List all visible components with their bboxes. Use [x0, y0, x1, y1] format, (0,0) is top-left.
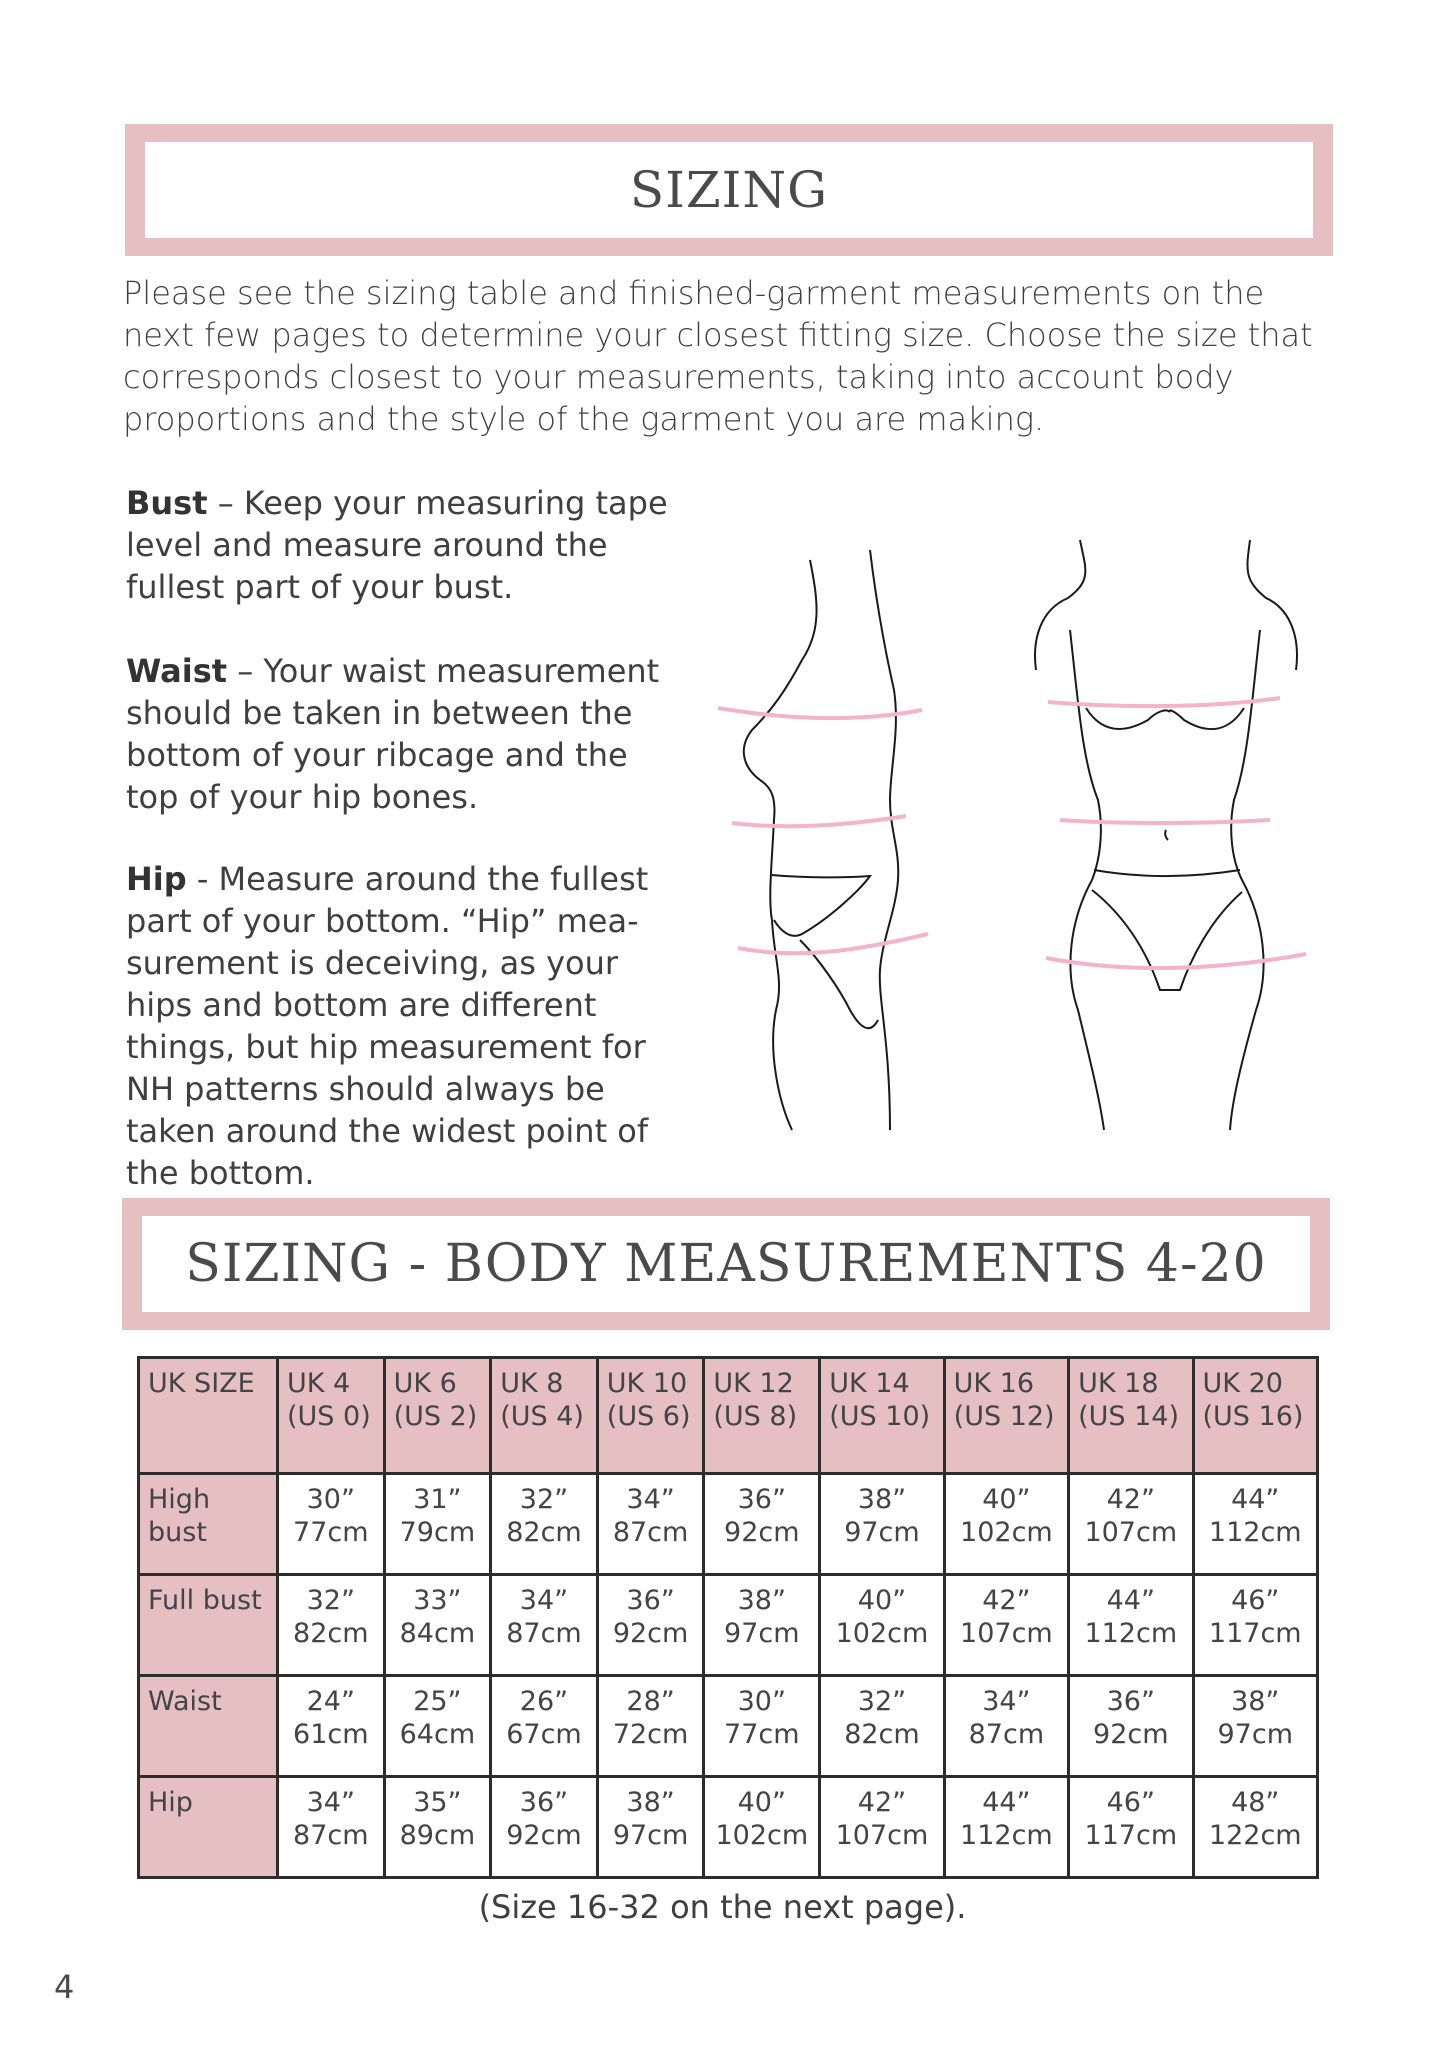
- inch-value: 46”: [1106, 1787, 1155, 1818]
- measurement-cell: [491, 1474, 598, 1575]
- inch-value: 44”: [982, 1787, 1031, 1818]
- cm-value: 77cm: [293, 1517, 369, 1548]
- inch-value: 32”: [519, 1484, 569, 1515]
- us-size-label: (US 12): [953, 1401, 1055, 1432]
- inch-value: 38”: [737, 1585, 786, 1616]
- inch-value: 42”: [857, 1787, 907, 1818]
- inch-value: 42”: [982, 1585, 1031, 1616]
- cm-value: 97cm: [724, 1618, 800, 1649]
- cm-value: 112cm: [1208, 1517, 1302, 1548]
- cm-value: 87cm: [968, 1719, 1045, 1750]
- table-row: [139, 1676, 1318, 1777]
- cm-value: 117cm: [1084, 1820, 1178, 1851]
- waist-label: Waist: [126, 652, 228, 690]
- hip-description: [126, 858, 686, 1194]
- cm-value: 92cm: [612, 1618, 689, 1649]
- measurement-cell: [278, 1474, 385, 1575]
- inch-value: 34”: [982, 1686, 1031, 1717]
- size-column-header: [597, 1358, 704, 1474]
- measurement-cell: [704, 1777, 820, 1878]
- inch-value: 32”: [306, 1585, 355, 1616]
- inch-value: 36”: [1106, 1686, 1155, 1717]
- inch-value: 33”: [413, 1585, 462, 1616]
- row-label: Waist: [139, 1676, 278, 1777]
- cm-value: 84cm: [399, 1618, 476, 1649]
- cm-value: 102cm: [835, 1618, 929, 1649]
- hip-label: Hip: [126, 860, 187, 898]
- cm-value: 82cm: [844, 1719, 920, 1750]
- bust-text: – Keep your measuring tape level and measure around the fullest part of your bust.: [126, 484, 668, 606]
- measurement-cell: [944, 1676, 1068, 1777]
- measurement-cell: [1069, 1474, 1193, 1575]
- uk-size-label: UK 14: [829, 1368, 910, 1399]
- measurement-cell: [597, 1474, 704, 1575]
- waist-text: – Your waist measurement should be taken in between the bottom of your ribcage and the top of your hip bones.: [126, 652, 660, 816]
- measurement-cell: [597, 1676, 704, 1777]
- measurement-cell: [384, 1474, 491, 1575]
- table-banner-inner: [142, 1216, 1310, 1312]
- inch-value: 32”: [857, 1686, 907, 1717]
- table-row: [139, 1777, 1318, 1878]
- row-label: Full bust: [139, 1575, 278, 1676]
- inch-value: 40”: [857, 1585, 907, 1616]
- size-column-header: [384, 1358, 491, 1474]
- measurement-cell: [820, 1777, 944, 1878]
- cm-value: 107cm: [1084, 1517, 1178, 1548]
- size-column-header: [1069, 1358, 1193, 1474]
- cm-value: 89cm: [399, 1820, 476, 1851]
- cm-value: 82cm: [293, 1618, 369, 1649]
- sizing-title: SIZING: [629, 161, 829, 219]
- page-number: 4: [54, 1968, 75, 2006]
- inch-value: 30”: [737, 1686, 786, 1717]
- intro-paragraph: Please see the sizing table and finished-garment measurements on the next few pages to determine your closest fitting size. Choose the size that corresponds closest to your measurements, taking into account body proportions and the style of the garment you are making.: [123, 274, 1313, 438]
- row-label: High bust: [139, 1474, 278, 1575]
- bust-description: [126, 482, 686, 608]
- table-banner: [122, 1198, 1330, 1330]
- measurement-cell: [491, 1676, 598, 1777]
- inch-value: 38”: [626, 1787, 675, 1818]
- uk-size-label: UK 18: [1078, 1368, 1159, 1399]
- inch-value: 35”: [413, 1787, 462, 1818]
- inch-value: 25”: [413, 1686, 462, 1717]
- us-size-label: (US 6): [606, 1401, 691, 1432]
- us-size-label: (US 8): [713, 1401, 798, 1432]
- inch-value: 44”: [1106, 1585, 1155, 1616]
- corner-cell: UK SIZE: [139, 1358, 278, 1474]
- body-measurement-illustration-icon: [710, 540, 1330, 1140]
- measurement-cell: [1193, 1777, 1317, 1878]
- inch-value: 38”: [857, 1484, 907, 1515]
- cm-value: 92cm: [724, 1517, 800, 1548]
- cm-value: 87cm: [506, 1618, 582, 1649]
- table-header-row: [139, 1358, 1318, 1474]
- measurement-cell: [491, 1777, 598, 1878]
- inch-value: 36”: [626, 1585, 675, 1616]
- cm-value: 67cm: [506, 1719, 582, 1750]
- cm-value: 112cm: [1084, 1618, 1178, 1649]
- uk-size-label: UK 20: [1202, 1368, 1283, 1399]
- measurement-cell: [278, 1777, 385, 1878]
- cm-value: 107cm: [835, 1820, 929, 1851]
- inch-value: 44”: [1231, 1484, 1280, 1515]
- size-column-header: [1193, 1358, 1317, 1474]
- cm-value: 72cm: [612, 1719, 689, 1750]
- measurement-cell: [491, 1575, 598, 1676]
- next-page-note: (Size 16-32 on the next page).: [478, 1888, 967, 1926]
- cm-value: 97cm: [844, 1517, 920, 1548]
- sizing-banner: [125, 124, 1333, 256]
- uk-size-label: UK 16: [953, 1368, 1035, 1399]
- bust-label: Bust: [126, 484, 208, 522]
- measurement-cell: [820, 1474, 944, 1575]
- measurement-cell: [704, 1474, 820, 1575]
- inch-value: 26”: [519, 1686, 569, 1717]
- inch-value: 46”: [1231, 1585, 1280, 1616]
- measurement-cell: [597, 1777, 704, 1878]
- size-column-header: [944, 1358, 1068, 1474]
- size-column-header: [278, 1358, 385, 1474]
- measurement-cell: [944, 1575, 1068, 1676]
- cm-value: 92cm: [1093, 1719, 1169, 1750]
- inch-value: 38”: [1231, 1686, 1280, 1717]
- cm-value: 92cm: [506, 1820, 582, 1851]
- measurement-cell: [1193, 1575, 1317, 1676]
- uk-size-label: UK 4: [287, 1368, 351, 1399]
- measurement-cell: [1193, 1474, 1317, 1575]
- side-figure: [718, 550, 928, 1130]
- inch-value: 42”: [1106, 1484, 1155, 1515]
- inch-value: 40”: [982, 1484, 1031, 1515]
- row-label: Hip: [139, 1777, 278, 1878]
- size-column-header: [704, 1358, 820, 1474]
- us-size-label: (US 2): [393, 1401, 478, 1432]
- table-title: SIZING - BODY MEASUREMENTS 4-20: [185, 1234, 1267, 1294]
- measurement-cell: [384, 1676, 491, 1777]
- inch-value: 28”: [626, 1686, 675, 1717]
- cm-value: 64cm: [399, 1719, 476, 1750]
- us-size-label: (US 16): [1202, 1401, 1304, 1432]
- measurement-cell: [597, 1575, 704, 1676]
- front-figure: [1035, 540, 1306, 1130]
- measurement-cell: [820, 1575, 944, 1676]
- measurement-cell: [1069, 1777, 1193, 1878]
- measurement-cell: [1193, 1676, 1317, 1777]
- cm-value: 122cm: [1208, 1820, 1302, 1851]
- measurement-cell: [704, 1676, 820, 1777]
- measurement-cell: [384, 1777, 491, 1878]
- uk-size-label: UK 12: [713, 1368, 794, 1399]
- cm-value: 87cm: [293, 1820, 369, 1851]
- inch-value: 40”: [737, 1787, 786, 1818]
- cm-value: 82cm: [506, 1517, 582, 1548]
- measurement-cell: [944, 1777, 1068, 1878]
- cm-value: 77cm: [724, 1719, 800, 1750]
- cm-value: 87cm: [612, 1517, 689, 1548]
- uk-size-label: UK 10: [606, 1368, 688, 1399]
- inch-value: 36”: [737, 1484, 786, 1515]
- measurement-cell: [820, 1676, 944, 1777]
- inch-value: 31”: [413, 1484, 462, 1515]
- sizing-banner-inner: [145, 142, 1313, 238]
- size-column-header: [820, 1358, 944, 1474]
- inch-value: 34”: [306, 1787, 355, 1818]
- size-column-header: [491, 1358, 598, 1474]
- size-table: [137, 1356, 1319, 1879]
- us-size-label: (US 4): [500, 1401, 584, 1432]
- cm-value: 102cm: [960, 1517, 1053, 1548]
- inch-value: 48”: [1231, 1787, 1280, 1818]
- cm-value: 61cm: [293, 1719, 369, 1750]
- inch-value: 34”: [519, 1585, 569, 1616]
- cm-value: 112cm: [960, 1820, 1053, 1851]
- measurement-cell: [384, 1575, 491, 1676]
- cm-value: 102cm: [715, 1820, 809, 1851]
- hip-text: - Measure around the fullest part of your bottom. “Hip” measurement is deceiving, as your hips and bottom are different things, but hip measurement for NH patterns should always be taken around the widest point of the bottom.: [126, 860, 649, 1192]
- inch-value: 36”: [519, 1787, 569, 1818]
- waist-description: [126, 650, 686, 818]
- inch-value: 24”: [306, 1686, 355, 1717]
- cm-value: 79cm: [399, 1517, 476, 1548]
- inch-value: 34”: [626, 1484, 675, 1515]
- measurement-cell: [1069, 1575, 1193, 1676]
- measurement-cell: [278, 1575, 385, 1676]
- cm-value: 107cm: [960, 1618, 1053, 1649]
- uk-size-label: UK 8: [500, 1368, 564, 1399]
- measurement-cell: [1069, 1676, 1193, 1777]
- uk-size-label: UK 6: [393, 1368, 457, 1399]
- measurement-cell: [944, 1474, 1068, 1575]
- table-row: [139, 1474, 1318, 1575]
- cm-value: 117cm: [1208, 1618, 1302, 1649]
- measurement-cell: [278, 1676, 385, 1777]
- us-size-label: (US 14): [1078, 1401, 1180, 1432]
- cm-value: 97cm: [1217, 1719, 1294, 1750]
- table-row: [139, 1575, 1318, 1676]
- cm-value: 97cm: [612, 1820, 689, 1851]
- us-size-label: (US 0): [287, 1401, 371, 1432]
- inch-value: 30”: [306, 1484, 355, 1515]
- us-size-label: (US 10): [829, 1401, 931, 1432]
- measurement-cell: [704, 1575, 820, 1676]
